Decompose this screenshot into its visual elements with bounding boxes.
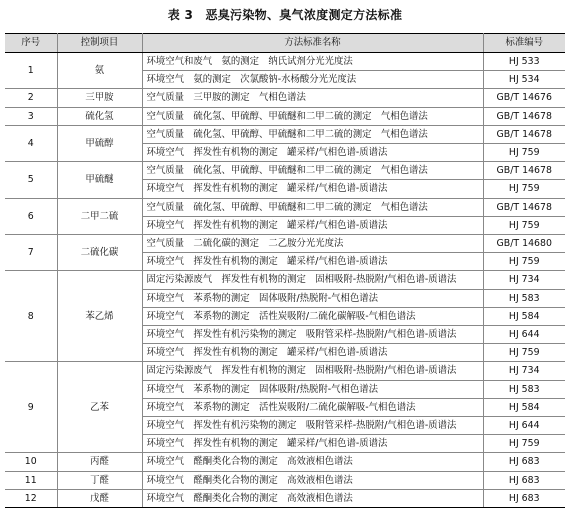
cell-seq: 11	[5, 471, 57, 489]
cell-standard-number: HJ 644	[483, 417, 565, 435]
cell-standard-number: HJ 683	[483, 453, 565, 471]
cell-method-name: 空气质量 硫化氢、甲硫醇、甲硫醚和二甲二硫的测定 气相色谱法	[142, 162, 483, 180]
table-row	[5, 362, 565, 380]
cell-seq: 12	[5, 489, 57, 507]
standards-table	[5, 33, 565, 508]
cell-method-name: 环境空气 挥发性有机物的测定 罐采样/气相色谱-质谱法	[142, 253, 483, 271]
cell-standard-number: HJ 644	[483, 326, 565, 344]
cell-standard-number: HJ 683	[483, 489, 565, 507]
cell-method-name: 环境空气 挥发性有机物的测定 罐采样/气相色谱-质谱法	[142, 344, 483, 362]
cell-standard-number: HJ 759	[483, 216, 565, 234]
cell-method-name: 环境空气 氨的测定 次氯酸钠-水杨酸分光光度法	[142, 71, 483, 89]
table-row	[5, 489, 565, 507]
cell-standard-number: HJ 734	[483, 271, 565, 289]
cell-control-item: 甲硫醇	[57, 125, 142, 161]
cell-seq: 9	[5, 362, 57, 453]
cell-standard-number: HJ 583	[483, 289, 565, 307]
header-method: 方法标准名称	[142, 34, 483, 53]
cell-method-name: 空气质量 硫化氢、甲硫醇、甲硫醚和二甲二硫的测定 气相色谱法	[142, 125, 483, 143]
header-std: 标准编号	[483, 34, 565, 53]
cell-method-name: 环境空气和废气 氨的测定 纳氏试剂分光光度法	[142, 53, 483, 71]
cell-standard-number: HJ 584	[483, 307, 565, 325]
cell-method-name: 固定污染源废气 挥发性有机物的测定 固相吸附-热脱附/气相色谱-质谱法	[142, 271, 483, 289]
cell-seq: 5	[5, 162, 57, 198]
cell-method-name: 环境空气 醛酮类化合物的测定 高效液相色谱法	[142, 471, 483, 489]
cell-standard-number: HJ 534	[483, 71, 565, 89]
cell-control-item: 二甲二硫	[57, 198, 142, 234]
cell-method-name: 空气质量 硫化氢、甲硫醇、甲硫醚和二甲二硫的测定 气相色谱法	[142, 107, 483, 125]
table-body	[5, 53, 565, 508]
cell-method-name: 环境空气 苯系物的测定 固体吸附/热脱附-气相色谱法	[142, 289, 483, 307]
cell-standard-number: GB/T 14680	[483, 235, 565, 253]
table-row	[5, 162, 565, 180]
cell-method-name: 空气质量 三甲胺的测定 气相色谱法	[142, 89, 483, 107]
cell-control-item: 三甲胺	[57, 89, 142, 107]
cell-method-name: 环境空气 醛酮类化合物的测定 高效液相色谱法	[142, 489, 483, 507]
cell-method-name: 固定污染源废气 挥发性有机物的测定 固相吸附-热脱附/气相色谱-质谱法	[142, 362, 483, 380]
cell-standard-number: HJ 583	[483, 380, 565, 398]
cell-standard-number: HJ 759	[483, 344, 565, 362]
cell-standard-number: HJ 759	[483, 180, 565, 198]
cell-method-name: 环境空气 挥发性有机物的测定 罐采样/气相色谱-质谱法	[142, 435, 483, 453]
table-row	[5, 235, 565, 253]
cell-control-item: 硫化氢	[57, 107, 142, 125]
cell-control-item: 苯乙烯	[57, 271, 142, 362]
table-row	[5, 89, 565, 107]
header-row	[5, 34, 565, 53]
cell-method-name: 环境空气 挥发性有机物的测定 罐采样/气相色谱-质谱法	[142, 180, 483, 198]
cell-standard-number: HJ 759	[483, 435, 565, 453]
cell-seq: 7	[5, 235, 57, 271]
cell-standard-number: HJ 734	[483, 362, 565, 380]
header-item: 控制项目	[57, 34, 142, 53]
cell-seq: 1	[5, 53, 57, 89]
cell-standard-number: GB/T 14678	[483, 125, 565, 143]
table-row	[5, 107, 565, 125]
cell-method-name: 空气质量 二硫化碳的测定 二乙胺分光光度法	[142, 235, 483, 253]
cell-standard-number: GB/T 14678	[483, 162, 565, 180]
cell-seq: 4	[5, 125, 57, 161]
cell-control-item: 丁醛	[57, 471, 142, 489]
cell-control-item: 乙苯	[57, 362, 142, 453]
table-row	[5, 471, 565, 489]
header-seq: 序号	[5, 34, 57, 53]
cell-control-item: 甲硫醚	[57, 162, 142, 198]
table-row	[5, 198, 565, 216]
cell-method-name: 环境空气 苯系物的测定 活性炭吸附/二硫化碳解吸-气相色谱法	[142, 307, 483, 325]
cell-method-name: 环境空气 挥发性有机污染物的测定 吸附管采样-热脱附/气相色谱-质谱法	[142, 326, 483, 344]
table-title: 表 3 恶臭污染物、臭气浓度测定方法标准	[167, 8, 403, 22]
cell-seq: 2	[5, 89, 57, 107]
cell-method-name: 环境空气 挥发性有机物的测定 罐采样/气相色谱-质谱法	[142, 144, 483, 162]
cell-method-name: 空气质量 硫化氢、甲硫醇、甲硫醚和二甲二硫的测定 气相色谱法	[142, 198, 483, 216]
cell-method-name: 环境空气 苯系物的测定 活性炭吸附/二硫化碳解吸-气相色谱法	[142, 398, 483, 416]
table-row	[5, 53, 565, 71]
cell-standard-number: GB/T 14678	[483, 198, 565, 216]
cell-standard-number: GB/T 14676	[483, 89, 565, 107]
cell-seq: 6	[5, 198, 57, 234]
cell-standard-number: HJ 584	[483, 398, 565, 416]
cell-standard-number: HJ 533	[483, 53, 565, 71]
cell-seq: 8	[5, 271, 57, 362]
table-row	[5, 125, 565, 143]
table-row	[5, 453, 565, 471]
cell-control-item: 丙醛	[57, 453, 142, 471]
table-row	[5, 271, 565, 289]
cell-seq: 10	[5, 453, 57, 471]
cell-control-item: 氨	[57, 53, 142, 89]
cell-standard-number: HJ 759	[483, 253, 565, 271]
cell-method-name: 环境空气 醛酮类化合物的测定 高效液相色谱法	[142, 453, 483, 471]
cell-standard-number: HJ 759	[483, 144, 565, 162]
cell-method-name: 环境空气 挥发性有机物的测定 罐采样/气相色谱-质谱法	[142, 216, 483, 234]
cell-standard-number: HJ 683	[483, 471, 565, 489]
cell-seq: 3	[5, 107, 57, 125]
cell-method-name: 环境空气 苯系物的测定 固体吸附/热脱附-气相色谱法	[142, 380, 483, 398]
cell-control-item: 戊醛	[57, 489, 142, 507]
cell-control-item: 二硫化碳	[57, 235, 142, 271]
cell-standard-number: GB/T 14678	[483, 107, 565, 125]
cell-method-name: 环境空气 挥发性有机污染物的测定 吸附管采样-热脱附/气相色谱-质谱法	[142, 417, 483, 435]
